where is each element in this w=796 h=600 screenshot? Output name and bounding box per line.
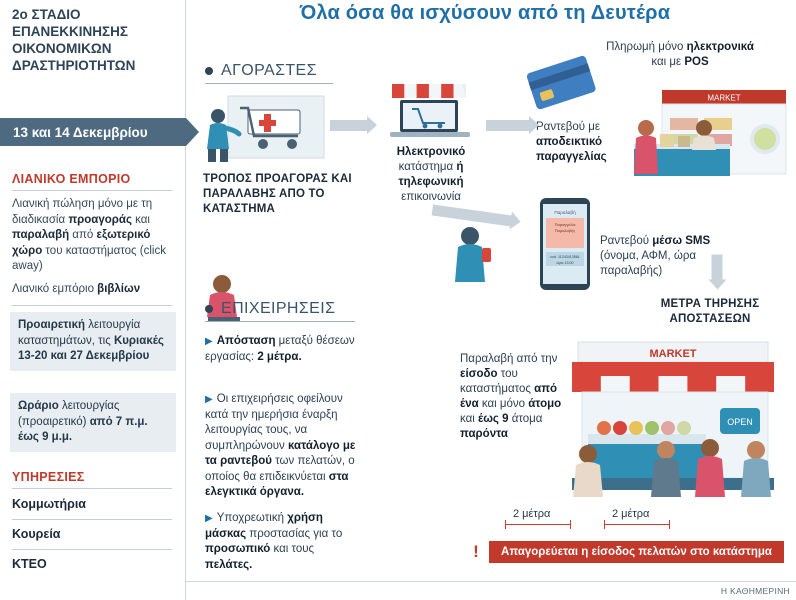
service-item: ΚΤΕΟ — [12, 557, 47, 571]
caption-pickup: Παραλαβή από την είσοδο του καταστήματος από ένα και μόνο άτομο και έως 9 άτομα παρόντα — [460, 353, 562, 440]
bullet-dot — [205, 305, 213, 313]
distancing-heading: ΜΕΤΡΑ ΤΗΡΗΣΗΣ ΑΠΟΣΤΑΣΕΩΝ — [660, 298, 760, 325]
bullet-dot — [205, 67, 213, 75]
card-payment-illustration — [520, 50, 612, 112]
distance-label-right: 2 μέτρα — [612, 508, 650, 520]
underline — [205, 83, 333, 84]
retail-section-header: ΛΙΑΝΙΚΟ ΕΜΠΟΡΙΟ — [12, 172, 131, 186]
svg-text:cod. 11243413561: cod. 11243413561 — [550, 255, 580, 259]
triangle-icon: ▶ — [205, 394, 213, 405]
warning-banner: Απαγορεύεται η είσοδος πελατών στο κατάστημα — [489, 541, 784, 563]
market-storefront-illustration — [560, 338, 790, 533]
svg-text:Παραλαβή: Παραλαβή — [554, 210, 576, 215]
stage-title: 2ο ΣΤΑΔΙΟ ΕΠΑΝΕΚΚΙΝΗΣΗΣ ΟΙΚΟΝΟΜΙΚΩΝ ΔΡΑΣΤΗΡΙΟΤΗΤΩΝ — [12, 7, 136, 73]
shopping-cart-illustration — [206, 92, 332, 164]
divider — [12, 190, 172, 191]
svg-text:Παραλαβής: Παραλαβής — [554, 228, 576, 233]
distance-line-right — [604, 524, 670, 525]
svg-text:ώρα 13:00: ώρα 13:00 — [556, 261, 574, 265]
arrow-down — [712, 255, 723, 281]
business-bullet: ▶ Υποχρεωτική χρήση μάσκας προστασίας για το προσωπικό και τους πελάτες. — [205, 512, 343, 571]
svg-text:Παραγγελία: Παραγγελία — [554, 222, 576, 227]
svg-text:OPEN: OPEN — [727, 417, 753, 427]
arrow-right — [486, 120, 530, 131]
arrow-right — [330, 120, 368, 131]
svg-text:MARKET: MARKET — [707, 93, 741, 103]
distance-line-left — [505, 524, 571, 525]
service-item: Κουρεία — [12, 527, 61, 541]
operating-hours-box: Ωράριο λειτουργίας (προαιρετικό) από 7 π.μ. έως 9 μ.μ. — [10, 393, 176, 452]
sidebar — [0, 0, 186, 600]
service-item: Κομμωτήρια — [12, 497, 86, 511]
distance-label-left: 2 μέτρα — [513, 508, 551, 520]
divider — [12, 549, 172, 550]
caption-purchase-method: ΤΡΟΠΟΣ ΠΡΟΑΓΟΡΑΣ ΚΑΙ ΠΑΡΑΛΑΒΗΣ ΑΠΟ ΤΟ ΚΑΤΑΣΤΗΜΑ — [203, 173, 352, 215]
warning-exclamation-icon: ! — [473, 542, 479, 561]
divider — [12, 519, 172, 520]
retail-text-1: Λιανική πώληση μόνο με τη διαδικασία προαγοράς και παραλαβή από εξωτερικό χώρο του καταστήματος (click away) — [12, 198, 166, 272]
caption-payment: Πληρωμή μόνο ηλεκτρονικά και με POS — [606, 41, 754, 68]
underline — [205, 321, 355, 322]
businesses-heading: ΕΠΙΧΕΙΡΗΣΕΙΣ — [205, 300, 355, 325]
phone-sms-illustration — [536, 196, 594, 292]
optional-operation-box: Προαιρετική λειτουργία καταστημάτων, τις Κυριακές 13-20 και 27 Δεκεμβρίου — [10, 312, 176, 371]
caption-appointment-receipt: Ραντεβού με αποδεικτικό παραγγελίας — [536, 121, 607, 163]
services-section-header: ΥΠΗΡΕΣΙΕΣ — [12, 470, 85, 484]
caption-eshop: Ηλεκτρονικό κατάστημα ή τηλεφωνική επικοινωνία — [396, 146, 466, 203]
buyers-heading: ΑΓΟΡΑΣΤΕΣ — [205, 62, 333, 87]
caption-sms: Ραντεβού μέσω SMS (όνομα, ΑΦΜ, ώρα παραλαβής) — [600, 235, 711, 277]
divider — [186, 581, 796, 582]
credit-label: Η ΚΑΘΗΜΕΡΙΝΗ — [720, 586, 790, 596]
page-title: Όλα όσα θα ισχύσουν από τη Δευτέρα — [299, 2, 671, 24]
laptop-illustration — [378, 78, 482, 144]
business-bullet: ▶ Οι επιχειρήσεις οφείλουν κατά την ημερήσια έναρξη λειτουργίας τους, να συμπληρώνουν κατάλογο με τα ραντεβού των πελατών, ο οποίος θα επιδεικνύεται στα ελεγκτικά όργανα. — [205, 393, 356, 498]
business-bullet: ▶ Απόσταση μεταξύ θέσεων εργασίας: 2 μέτρα. — [205, 335, 355, 363]
triangle-icon: ▶ — [205, 513, 213, 524]
triangle-icon: ▶ — [205, 336, 213, 347]
retail-text-2: Λιανικό εμπόριο βιβλίων — [12, 283, 141, 295]
svg-text:MARKET: MARKET — [649, 348, 697, 360]
divider — [12, 488, 172, 489]
person-with-phone-illustration — [448, 222, 522, 284]
date-band: 13 και 14 Δεκεμβρίου — [0, 118, 186, 146]
divider — [12, 305, 172, 306]
